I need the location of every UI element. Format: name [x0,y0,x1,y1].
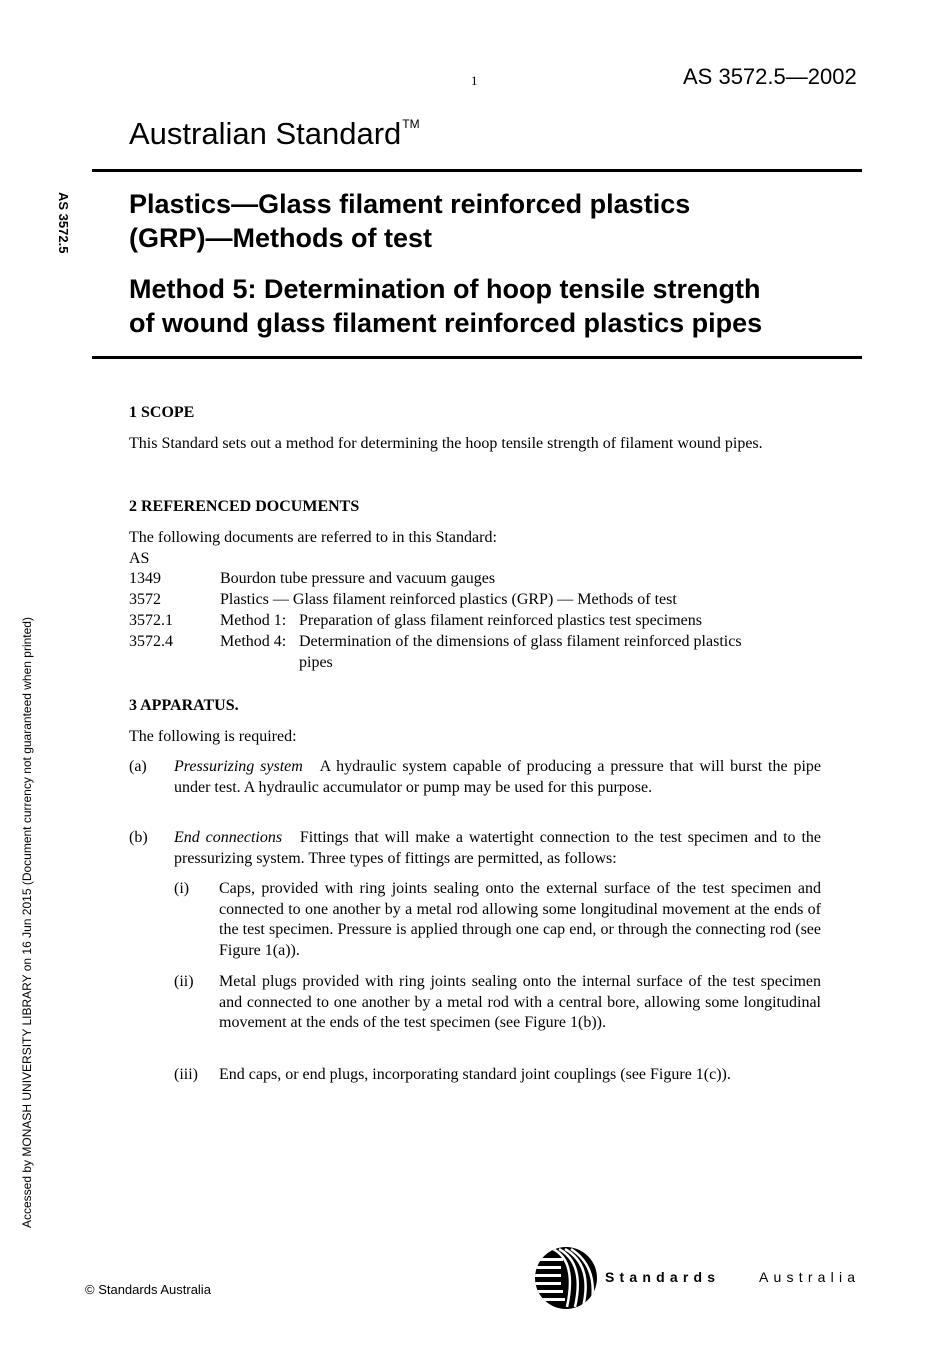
subitem-marker: (ii) [174,973,194,990]
access-note: Accessed by MONASH UNIVERSITY LIBRARY on 16 Jun 2015 (Document currency not guaranteed when printed) [20,617,34,1229]
subitem-text: Metal plugs provided with ring joints sealing onto the internal surface of the test specimen and connected to one another by a metal rod with a central bore, allowing some longitudinal movement at the ends of the test specimen (see Figure 1(b)). [219,973,821,1032]
subitem-text: End caps, or end plugs, incorporating standard joint couplings (see Figure 1(c)). [219,1066,731,1083]
apparatus-item-a [129,757,821,819]
scope-heading: 1 SCOPE [129,404,195,421]
subitem-marker: (i) [174,880,190,897]
scope-text: This Standard sets out a method for determining the hoop tensile strength of filament wound pipes. [129,435,763,452]
reference-number: 3572.1 [129,612,173,629]
title-line-1: Plastics—Glass filament reinforced plastics [129,189,691,219]
standard-code: AS 3572.5—2002 [683,64,857,89]
item-text: Fittings that will make a watertight connection to the test specimen and to the pressurizing system. Three types of fittings are permitted, as follows: [174,829,822,867]
spine-label: AS 3572.5 [56,192,71,254]
item-body [174,757,821,798]
apparatus-subitem-i [174,879,821,963]
reference-title: Plastics — Glass filament reinforced plastics (GRP) — Methods of test [220,591,677,608]
standards-australia-logo-icon [533,1245,599,1311]
org-name-standards: Standards [605,1269,721,1285]
subitem-text: Caps, provided with ring joints sealing onto the external surface of the test specimen and connected to one another by a metal rod allowing some longitudinal movement at the ends of the test specimen. Pressure is applied through one cap end, or through the connecting rod (see Figure 1(a)). [219,880,821,959]
apparatus-subitem-iii [174,1065,821,1087]
apparatus-subitem-ii [174,972,821,1056]
item-marker: (b) [129,829,148,846]
reference-number: 3572 [129,591,161,608]
reference-number: 3572.4 [129,633,173,650]
org-name-australia: Australia [759,1269,861,1285]
reference-method: Method 1: [220,612,287,629]
title-bottom-rule [92,356,862,359]
title-line-4: of wound glass filament reinforced plastics pipes [129,308,763,338]
reference-title: Bourdon tube pressure and vacuum gauges [220,570,496,587]
item-text: A hydraulic system capable of producing a pressure that will burst the pipe under test. A hydraulic accumulator or pump may be used for this purpose. [174,758,822,796]
reference-title: Determination of the dimensions of glass filament reinforced plastics pipes [299,633,742,671]
title-top-rule [92,169,862,172]
copyright: © Standards Australia [85,1282,211,1297]
item-term: Pressurizing system [174,758,303,775]
apparatus-intro: The following is required: [129,728,297,745]
trademark-mark: TM [402,117,420,131]
references-intro: The following documents are referred to in this Standard: [129,529,497,546]
title-line-2: (GRP)—Methods of test [129,223,432,253]
item-term: End connections [174,829,283,846]
apparatus-heading: 3 APPARATUS. [129,697,239,714]
item-body [174,828,821,869]
standard-type [129,116,420,152]
page-number: 1 [471,73,478,88]
apparatus-item-b [129,828,821,870]
title-line-3: Method 5: Determination of hoop tensile strength [129,274,761,304]
references-group: AS [129,550,150,567]
reference-number: 1349 [129,570,161,587]
standard-type-text: Australian Standard [129,116,402,151]
references-heading: 2 REFERENCED DOCUMENTS [129,498,360,515]
reference-method: Method 4: [220,633,287,650]
item-marker: (a) [129,758,147,775]
subitem-marker: (iii) [174,1066,198,1083]
reference-title: Preparation of glass filament reinforced plastics test specimens [299,612,702,629]
